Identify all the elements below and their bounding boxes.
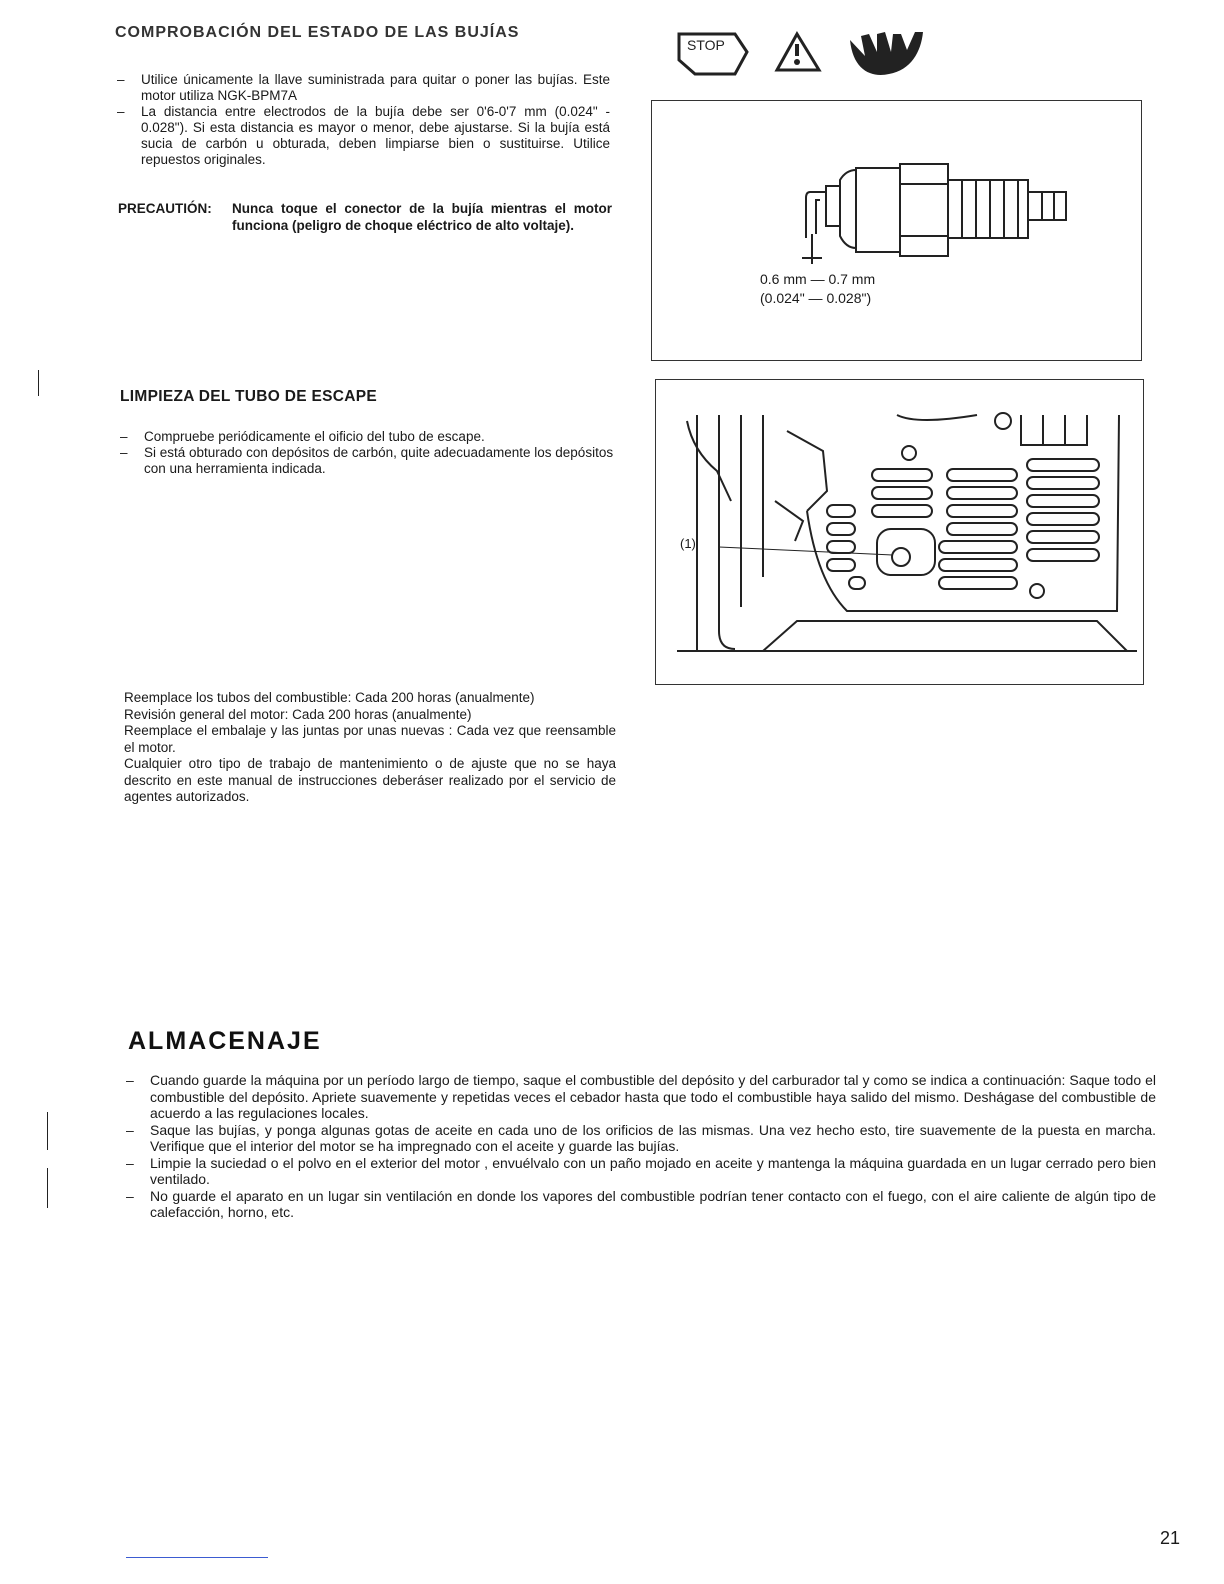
- spark-plug-instructions: [115, 72, 610, 168]
- spark-plug-illustration: [740, 150, 1080, 270]
- maintenance-line: Reemplace el embalaje y las juntas por unas nuevas : Cada vez que reensamble el motor.: [124, 723, 616, 755]
- scan-mark: [38, 370, 39, 396]
- storage-instructions: [124, 1072, 1156, 1221]
- maintenance-notes: [124, 690, 616, 806]
- section-header: COMPROBACIÓN DEL ESTADO DE LAS BUJÍAS: [115, 24, 520, 41]
- svg-text:STOP: STOP: [687, 37, 725, 53]
- list-item: – Limpie la suciedad o el polvo en el exterior del motor , envuélvalo con un paño mojado en aceite y mantenga la máquina guardada en un lugar cerrado pero bien ventilado.: [124, 1155, 1156, 1188]
- storage-title: ALMACENAJE: [128, 1027, 322, 1055]
- precaution-text: Nunca toque el conector de la bujía mientras el motor funciona (peligro de choque eléctrico de alto voltaje).: [232, 201, 612, 233]
- scan-mark: [47, 1168, 48, 1208]
- callout-label: (1): [680, 536, 696, 551]
- warning-triangle-icon: [777, 34, 819, 70]
- maintenance-line: Cualquier otro tipo de trabajo de mantenimiento o de ajuste que no se haya descrito en este manual de instrucciones deberáser realizado por el servicio de agentes autorizados.: [124, 756, 616, 804]
- precaution-label: PRECAUTIÓN:: [118, 201, 212, 216]
- list-item: – Si está obturado con depósitos de carbón, quite adecuadamente los depósitos con una herramienta indicada.: [118, 445, 618, 477]
- list-item: – Cuando guarde la máquina por un período largo de tiempo, saque el combustible del depósito y del carburador tal y como se indica a continuación: Saque todo el combustible del depósito. Apriete suavemente y repetidas veces el cebador hasta que todo el combustible haya salido del mismo. Deshágase del combustible de acuerdo a las regulaciones locales.: [124, 1072, 1156, 1122]
- list-item: – Saque las bujías, y ponga algunas gotas de aceite en cada uno de los orificios de las mismas. Una vez hecho esto, tire suavemente de la puesta en marcha. Verifique que el interior del motor se ha impregnado con el aceite y guarde las bujías.: [124, 1122, 1156, 1155]
- scan-mark: [47, 1112, 48, 1150]
- list-item: – La distancia entre electrodos de la bujía debe ser 0'6-0'7 mm (0.024" - 0.028"). Si esta distancia es mayor o menor, debe ajustarse. Si la bujía está sucia de carbón u obturada, deben limpiarse bien o sustituirse. Utilice repuestos originales.: [115, 104, 610, 168]
- electrode-gap-label: 0.6 mm — 0.7 mm (0.024" — 0.028"): [760, 271, 876, 306]
- page-number: 21: [1160, 1528, 1181, 1548]
- precaution-note: [118, 200, 612, 234]
- list-item: – No guarde el aparato en un lugar sin ventilación en donde los vapores del combustible podrían tener contacto con el fuego, con el aire caliente de algún tipo de calefacción, horno, etc.: [124, 1188, 1156, 1221]
- exhaust-instructions: [118, 429, 618, 477]
- list-item: – Compruebe periódicamente el oificio del tubo de escape.: [118, 429, 618, 445]
- stop-icon: [679, 34, 747, 74]
- bottom-rule: [126, 1557, 268, 1558]
- glove-icon: [850, 32, 923, 75]
- list-item: – Utilice únicamente la llave suministrada para quitar o poner las bujías. Este motor utiliza NGK-BPM7A: [115, 72, 610, 104]
- muffler-illustration: [657, 381, 1141, 681]
- maintenance-line: Reemplace los tubos del combustible: Cada 200 horas (anualmente): [124, 690, 535, 705]
- maintenance-line: Revisión general del motor: Cada 200 horas (anualmente): [124, 706, 472, 722]
- warning-icons: [675, 30, 935, 80]
- exhaust-title: LIMPIEZA DEL TUBO DE ESCAPE: [120, 388, 377, 405]
